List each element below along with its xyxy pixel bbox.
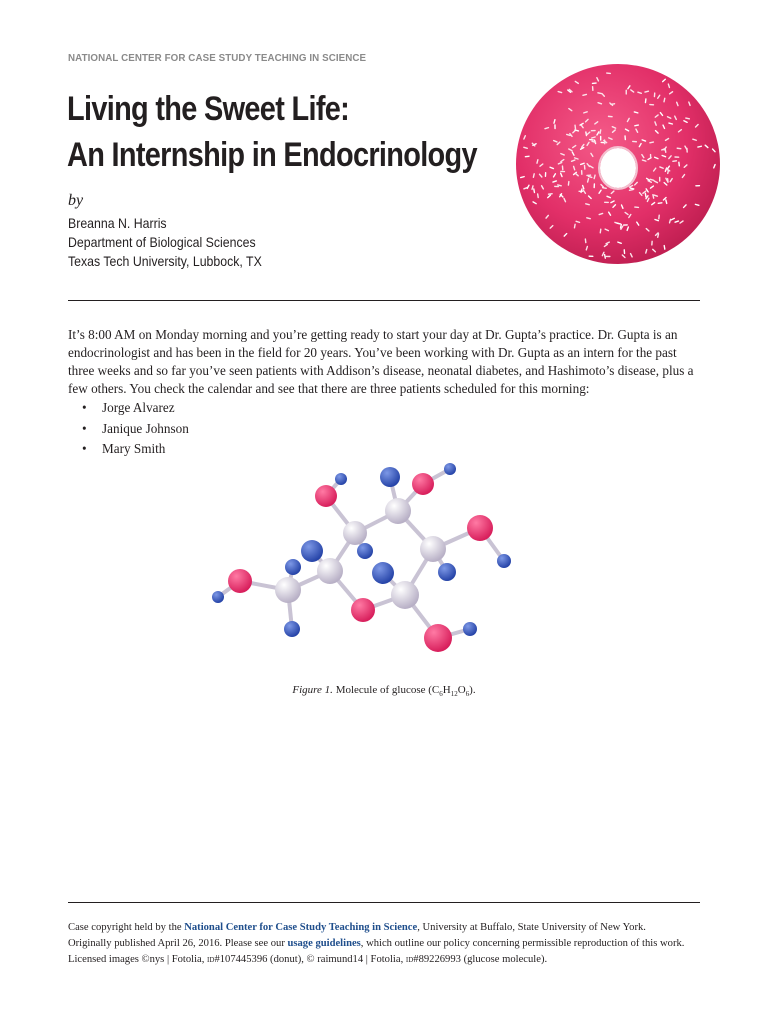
figure-label: Figure 1.: [292, 684, 333, 696]
sprinkle: [659, 177, 660, 182]
patient-list: [82, 398, 189, 460]
footer-text: Case copyright held by the: [68, 922, 185, 933]
footer-copyright: [68, 920, 708, 968]
subscript: 12: [450, 690, 458, 699]
donut-image: [512, 56, 724, 268]
bullet: •: [82, 400, 87, 415]
patient-name: Janique Johnson: [102, 420, 189, 436]
author-department: Department of Biological Sciences: [68, 234, 256, 250]
caption-text: H: [442, 684, 451, 696]
sprinkle: [623, 224, 628, 226]
bullet: •: [82, 420, 87, 436]
sprinkle: [600, 136, 601, 141]
donut-frosting: [516, 64, 720, 264]
footer-text: id: [405, 954, 414, 965]
list-item: [82, 439, 189, 460]
list-item: [82, 419, 189, 440]
sprinkle: [554, 186, 559, 188]
footer-text: id: [207, 954, 215, 965]
footer-line-2: [68, 936, 708, 952]
sprinkle: [581, 170, 583, 175]
page-title: [67, 86, 477, 178]
caption-text: Molecule of glucose (C: [332, 684, 440, 696]
title-line-2: An Internship in Endocrinology: [67, 136, 477, 174]
patient-name: Mary Smith: [102, 441, 166, 456]
caption-text: O: [457, 684, 466, 696]
footer-text: , University at Buffalo, State University of New York.: [417, 922, 646, 933]
list-item: [82, 398, 189, 419]
sprinkle: [650, 154, 652, 159]
title-line-1: Living the Sweet Life:: [67, 90, 350, 128]
sprinkle: [560, 171, 565, 173]
patient-name: Jorge Alvarez: [102, 400, 175, 415]
sprinkle: [588, 255, 593, 257]
usage-guidelines-link[interactable]: usage guidelines: [287, 938, 361, 949]
author-block: [68, 214, 262, 271]
footer-text: Licensed images ©nys | Fotolia,: [68, 954, 208, 965]
top-divider: [68, 300, 700, 301]
footer-line-1: [68, 920, 708, 936]
byline-by: by: [68, 192, 84, 209]
oxygen-atoms: [228, 473, 493, 652]
bullet: •: [82, 441, 87, 456]
subscript: 6: [439, 690, 443, 699]
author-institution: Texas Tech University, Lubbock, TX: [68, 253, 262, 269]
header-organization: NATIONAL CENTER FOR CASE STUDY TEACHING IN SCIENCE: [68, 52, 367, 64]
sprinkle: [545, 172, 547, 177]
footer-text: #89226993 (glucose molecule).: [413, 954, 548, 965]
sprinkle: [591, 130, 596, 132]
sprinkle: [606, 256, 611, 258]
footer-text: , which outline our policy concerning permissible reproduction of this work.: [360, 938, 685, 949]
footer-text: #107445396 (donut), © raimund14 | Fotolia,: [214, 954, 406, 965]
sprinkle: [695, 185, 700, 187]
footer-line-3: [68, 952, 708, 968]
subscript: 6: [465, 690, 470, 699]
intro-paragraph: It’s 8:00 AM on Monday morning and you’re getting ready to start your day at Dr. Gupta’s practice. Dr. Gupta is an endocrinologist and has been in the field for 20 years. You’ve been working with Dr. Gupta as an intern for the past three weeks and so far you’ve seen patients with Addison’s disease, neonatal diabetes, and Hashimoto’s disease, plus a few others. You check the calendar and see that there are three patients scheduled for this morning:: [68, 327, 694, 396]
footer-text: Originally published April 26, 2016. Please see our: [68, 938, 288, 949]
figure-caption: [0, 684, 768, 698]
sprinkle: [604, 202, 609, 204]
sprinkle: [626, 90, 627, 95]
glucose-molecule-image: [200, 455, 530, 670]
sprinkle: [554, 124, 556, 129]
author-name: Breanna N. Harris: [68, 215, 167, 231]
caption-text: ).: [469, 684, 476, 696]
bottom-divider: [68, 902, 700, 903]
ncse-link[interactable]: National Center for Case Study Teaching in Science: [184, 922, 418, 933]
